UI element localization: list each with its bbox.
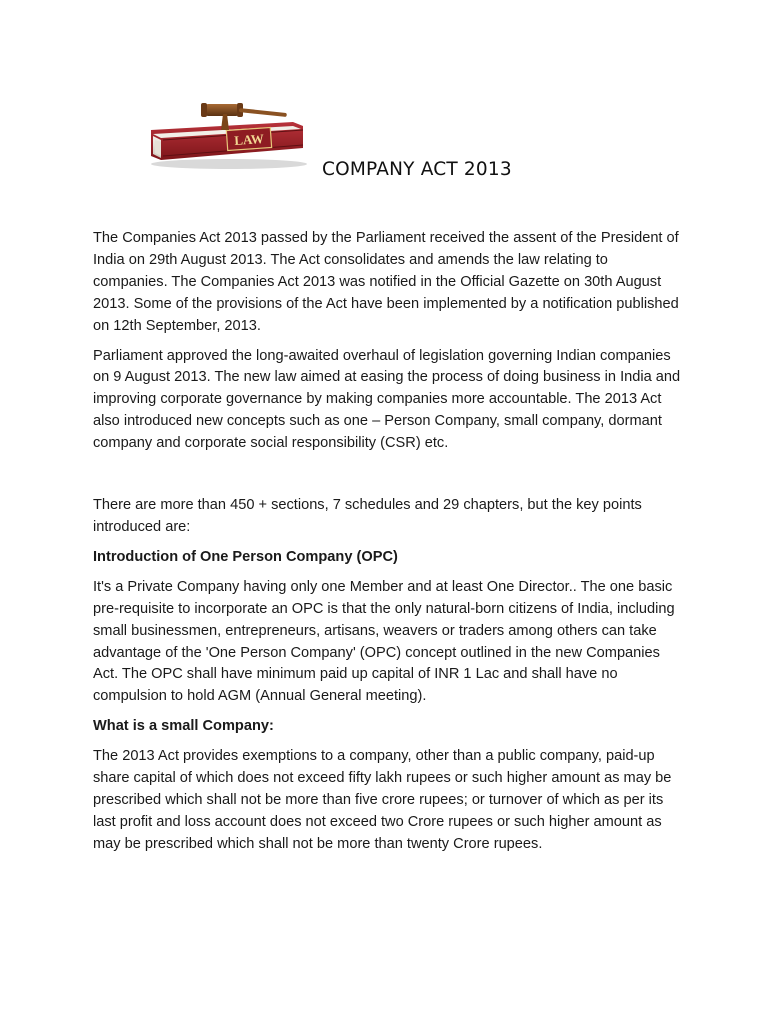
paragraph-opc: It's a Private Company having only one Member and at least One Director.. The one basic pre-requisite to incorporate an OPC is that the only natural-born citizens of India, including small businessmen, entrepreneurs, artisans, weavers or traders among others can take advantage of the 'One Person Company' (OPC) concept outlined in the new Companies Act. The OPC shall have minimum paid up capital of INR 1 Lac and shall have no compulsion to hold AGM (Annual General meeting).	[93, 578, 675, 705]
paragraph-parliament: Parliament approved the long-awaited overhaul of legislation governing Indian companies on 9 August 2013. The new law aimed at easing the process of doing business in India and improving corporate governance by making companies more accountable. The 2013 Act also introduced new concepts such as one – Person Company, small company, dormant company and corporate social responsibility (CSR) etc.	[93, 347, 681, 452]
paragraph-small-company: The 2013 Act provides exemptions to a company, other than a public company, paid-up share capital of which does not exceed fifty lakh rupees or such higher amount as may be prescribed which shall not be more than five crore rupees; or turnover of which as per its last profit and loss account does not exceed two Crore rupees or such higher amount as may be prescribed which shall not be more than twenty Crore rupees.	[93, 748, 672, 852]
law-book-icon	[143, 96, 309, 170]
paragraph-intro: The Companies Act 2013 passed by the Parliament received the assent of the President of India on 29th August 2013. The Act consolidates and amends the law relating to companies. The Companies Act 2013 was notified in the Official Gazette on 30th August 2013. Some of the provisions of the Act have been implemented by a notification published on 12th September, 2013.	[93, 230, 679, 334]
paragraph-key-points: There are more than 450 + sections, 7 schedules and 29 chapters, but the key points introduced are:	[93, 497, 642, 535]
heading-opc: Introduction of One Person Company (OPC)	[93, 548, 398, 565]
svg-text:LAW: LAW	[233, 130, 265, 149]
law-book-gavel-image	[143, 96, 309, 170]
page-title: COMPANY ACT 2013	[322, 159, 512, 180]
document-body	[93, 228, 683, 856]
heading-small-company: What is a small Company:	[93, 718, 274, 735]
